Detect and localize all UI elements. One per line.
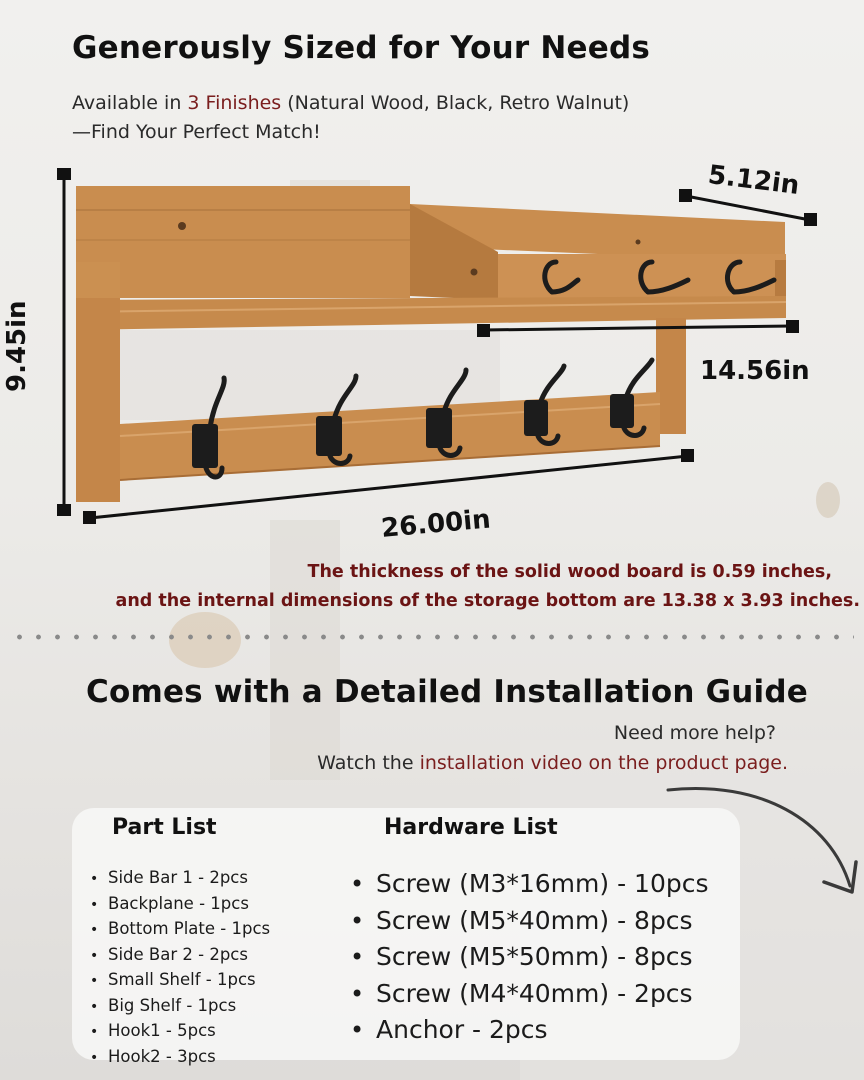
installation-guide-title: Comes with a Detailed Installation Guide [86, 674, 808, 710]
page-title: Generously Sized for Your Needs [72, 30, 651, 66]
list-item: • Small Shelf - 1pcs [90, 968, 270, 994]
list-item: • Anchor - 2pcs [350, 1012, 708, 1049]
list-item: • Screw (M5*40mm) - 8pcs [350, 903, 708, 940]
part-list [90, 866, 270, 1070]
hardware-list [350, 866, 708, 1049]
note-text-2: and the internal dimensions of the storage bottom are [115, 591, 662, 611]
note-text-1: The thickness of the solid wood board is [307, 562, 713, 582]
subtitle-text: Available in [72, 92, 188, 114]
list-item: • Hook2 - 3pcs [90, 1045, 270, 1071]
width-label: 26.00in [380, 504, 492, 544]
inner-width-label: 14.56in [700, 356, 810, 386]
finishes-tagline: —Find Your Perfect Match! [72, 121, 321, 143]
part-list-title: Part List [112, 815, 217, 840]
board-thickness-value: 0.59 [712, 562, 756, 582]
list-item: • Screw (M3*16mm) - 10pcs [350, 866, 708, 903]
note-unit-2: inches. [783, 591, 860, 611]
height-label: 9.45in [2, 300, 32, 392]
list-item: • Screw (M5*50mm) - 8pcs [350, 939, 708, 976]
finishes-count: 3 Finishes [187, 92, 282, 114]
list-item: • Side Bar 1 - 2pcs [90, 866, 270, 892]
video-help-prefix: Watch the [317, 752, 420, 774]
list-item: • Screw (M4*40mm) - 2pcs [350, 976, 708, 1013]
hardware-list-title: Hardware List [384, 815, 558, 840]
list-item: • Backplane - 1pcs [90, 892, 270, 918]
depth-label: 5.12in [706, 160, 801, 201]
storage-dimensions-value: 13.38 x 3.93 [661, 591, 784, 611]
list-item: • Bottom Plate - 1pcs [90, 917, 270, 943]
note-unit-1: inches, [755, 562, 832, 582]
installation-video-link[interactable]: installation video on the product page. [419, 752, 788, 774]
help-prompt: Need more help? [613, 722, 776, 744]
list-item: • Side Bar 2 - 2pcs [90, 943, 270, 969]
list-item: • Big Shelf - 1pcs [90, 994, 270, 1020]
list-item: • Hook1 - 5pcs [90, 1019, 270, 1045]
finishes-names: (Natural Wood, Black, Retro Walnut) [281, 92, 630, 114]
